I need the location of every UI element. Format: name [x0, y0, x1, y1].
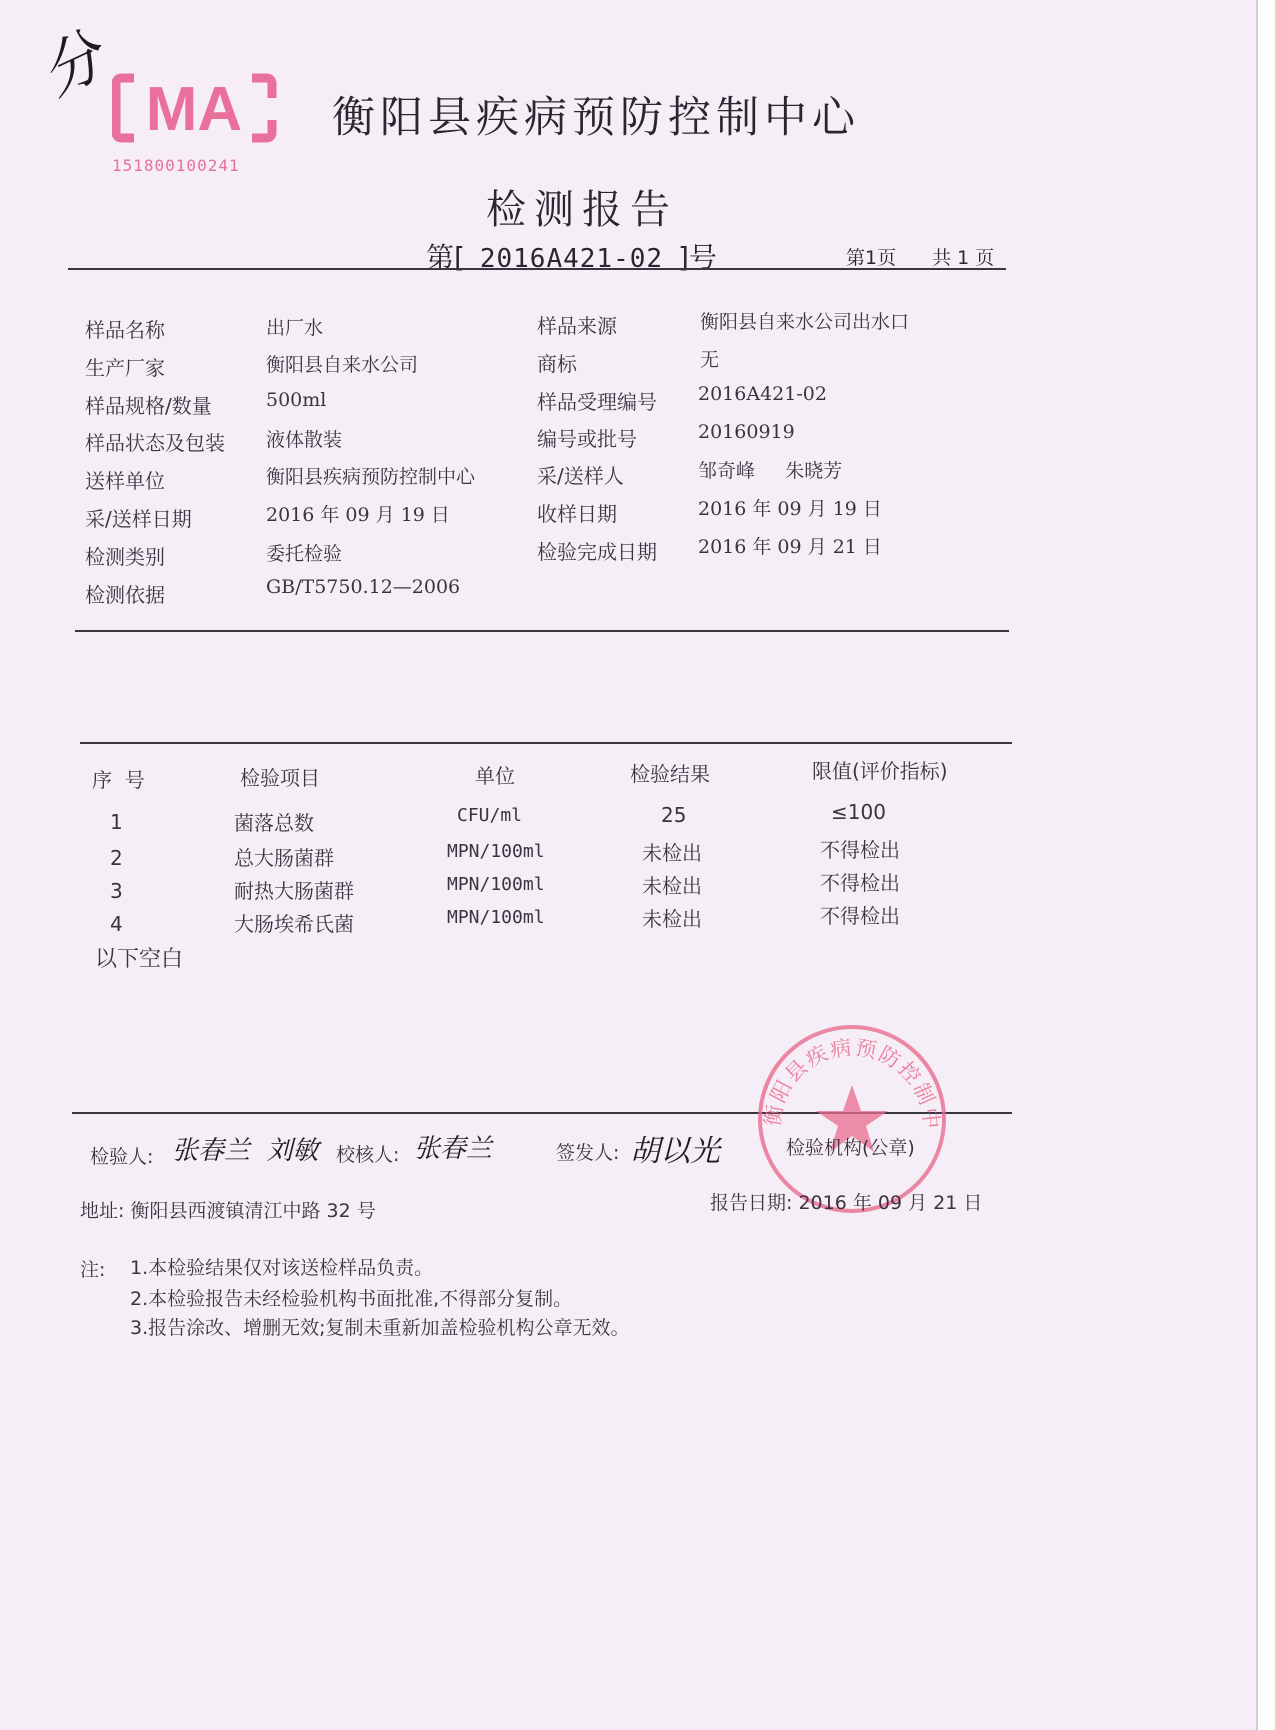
inspector-label: 检验人:: [90, 1146, 154, 1168]
field-label: 送样单位: [85, 469, 165, 493]
cell-unit: MPN/100ml: [447, 907, 545, 928]
col-header-index: 序 号: [92, 768, 145, 792]
report-number-suffix: ]号: [677, 241, 717, 274]
field-label: 商标: [537, 352, 577, 376]
table-top-divider: [80, 742, 1012, 744]
note-item: 1.本检验结果仅对该送检样品负责。: [130, 1257, 434, 1279]
field-label: 检测依据: [85, 583, 165, 607]
cell-limit: 不得检出: [820, 871, 900, 895]
field-label: 检验完成日期: [537, 540, 657, 564]
field-label: 样品受理编号: [537, 390, 657, 414]
fields-divider: [75, 630, 1009, 632]
report-title: 检测报告: [486, 187, 678, 233]
cell-item: 大肠埃希氏菌: [234, 912, 354, 936]
page-label: 第1页: [846, 247, 897, 269]
ma-logo-number: 151800100241: [112, 156, 240, 175]
ma-logo: [112, 68, 277, 183]
total-pages-label: 共 1 页: [932, 247, 995, 269]
field-label: 检测类别: [85, 545, 165, 569]
blank-note: 以下空白: [95, 947, 184, 972]
field-value: 2016 年 09 月 19 日: [698, 498, 882, 520]
field-label: 编号或批号: [537, 427, 637, 451]
field-value: 衡阳县自来水公司: [266, 354, 419, 376]
issuer-label: 签发人:: [556, 1142, 620, 1164]
reviewer-label: 校核人:: [336, 1144, 400, 1166]
col-header-result: 检验结果: [630, 762, 710, 786]
note-item: 3.报告涂改、增删无效;复制未重新加盖检验机构公章无效。: [130, 1317, 630, 1339]
field-label: 采/送样人: [537, 464, 624, 488]
field-value: 衡阳县疾病预防控制中心: [266, 466, 476, 488]
report-date: 报告日期: 2016 年 09 月 21 日: [710, 1192, 983, 1214]
field-label: 样品名称: [85, 318, 165, 342]
cell-index: 4: [110, 912, 123, 936]
cell-unit: MPN/100ml: [447, 841, 545, 862]
col-header-item: 检验项目: [240, 766, 320, 790]
field-value: 邹奇峰 朱晓芳: [698, 460, 843, 482]
cell-item: 总大肠菌群: [234, 846, 334, 870]
address: 地址: 衡阳县西渡镇清江中路 32 号: [80, 1200, 376, 1222]
cell-unit: MPN/100ml: [447, 874, 545, 895]
col-header-unit: 单位: [475, 764, 515, 788]
cell-item: 菌落总数: [234, 811, 314, 835]
field-value: 2016 年 09 月 19 日: [266, 504, 450, 526]
official-seal: [748, 1015, 953, 1215]
field-value: 无: [700, 349, 720, 371]
agency-seal-label: 检验机构(公章): [786, 1137, 915, 1159]
field-label: 收样日期: [537, 502, 617, 526]
issuer-signature: 胡以光: [630, 1134, 720, 1169]
note-item: 2.本检验报告未经检验机构书面批准,不得部分复制。: [130, 1288, 573, 1310]
field-value: GB/T5750.12—2006: [266, 576, 461, 598]
official-seal-icon: [748, 1015, 953, 1215]
report-number: [426, 236, 717, 276]
svg-text:衡阳县疾病预防控制中心: 衡阳县疾病预防控制中: [760, 1035, 944, 1132]
cell-index: 2: [110, 846, 123, 870]
field-value: 液体散装: [266, 429, 343, 451]
reviewer-signature: 张春兰: [414, 1134, 493, 1164]
field-value: 出厂水: [266, 317, 324, 339]
cell-unit: CFU/ml: [457, 805, 523, 826]
field-label: 样品规格/数量: [85, 394, 212, 418]
svg-text:MA: MA: [145, 75, 243, 144]
page-info: [846, 243, 994, 270]
cell-result: 未检出: [642, 874, 702, 898]
cell-item: 耐热大肠菌群: [234, 879, 354, 903]
inspector-signature: 张春兰 刘敏: [172, 1136, 319, 1166]
col-header-limit: 限值(评价指标): [812, 759, 948, 783]
field-label: 样品状态及包装: [85, 431, 225, 455]
field-value: 2016 年 09 月 21 日: [698, 536, 882, 558]
report-number-prefix: 第[: [426, 241, 465, 274]
cell-result: 25: [661, 803, 687, 827]
cell-index: 3: [110, 879, 123, 903]
field-label: 生产厂家: [85, 356, 165, 380]
cell-result: 未检出: [642, 841, 702, 865]
field-value: 20160919: [698, 421, 795, 443]
field-value: 衡阳县自来水公司出水口: [700, 311, 910, 333]
notes-prefix: 注:: [80, 1259, 106, 1281]
ma-logo-icon: [112, 68, 277, 148]
field-value: 500ml: [266, 389, 327, 411]
header-divider: [68, 268, 1006, 270]
cell-result: 未检出: [642, 907, 702, 931]
report-number-value: 2016A421-02: [479, 244, 664, 274]
cell-limit: 不得检出: [820, 904, 900, 928]
page-edge: [1256, 0, 1275, 1730]
handwritten-mark: 分: [30, 21, 115, 110]
field-label: 采/送样日期: [85, 507, 192, 531]
cell-index: 1: [110, 810, 123, 834]
field-value: 2016A421-02: [698, 383, 827, 405]
field-value: 委托检验: [266, 543, 343, 565]
cell-limit: ≤100: [831, 800, 886, 824]
field-label: 样品来源: [537, 314, 617, 338]
org-name: 衡阳县疾病预防控制中心: [332, 93, 860, 143]
cell-limit: 不得检出: [820, 838, 900, 862]
